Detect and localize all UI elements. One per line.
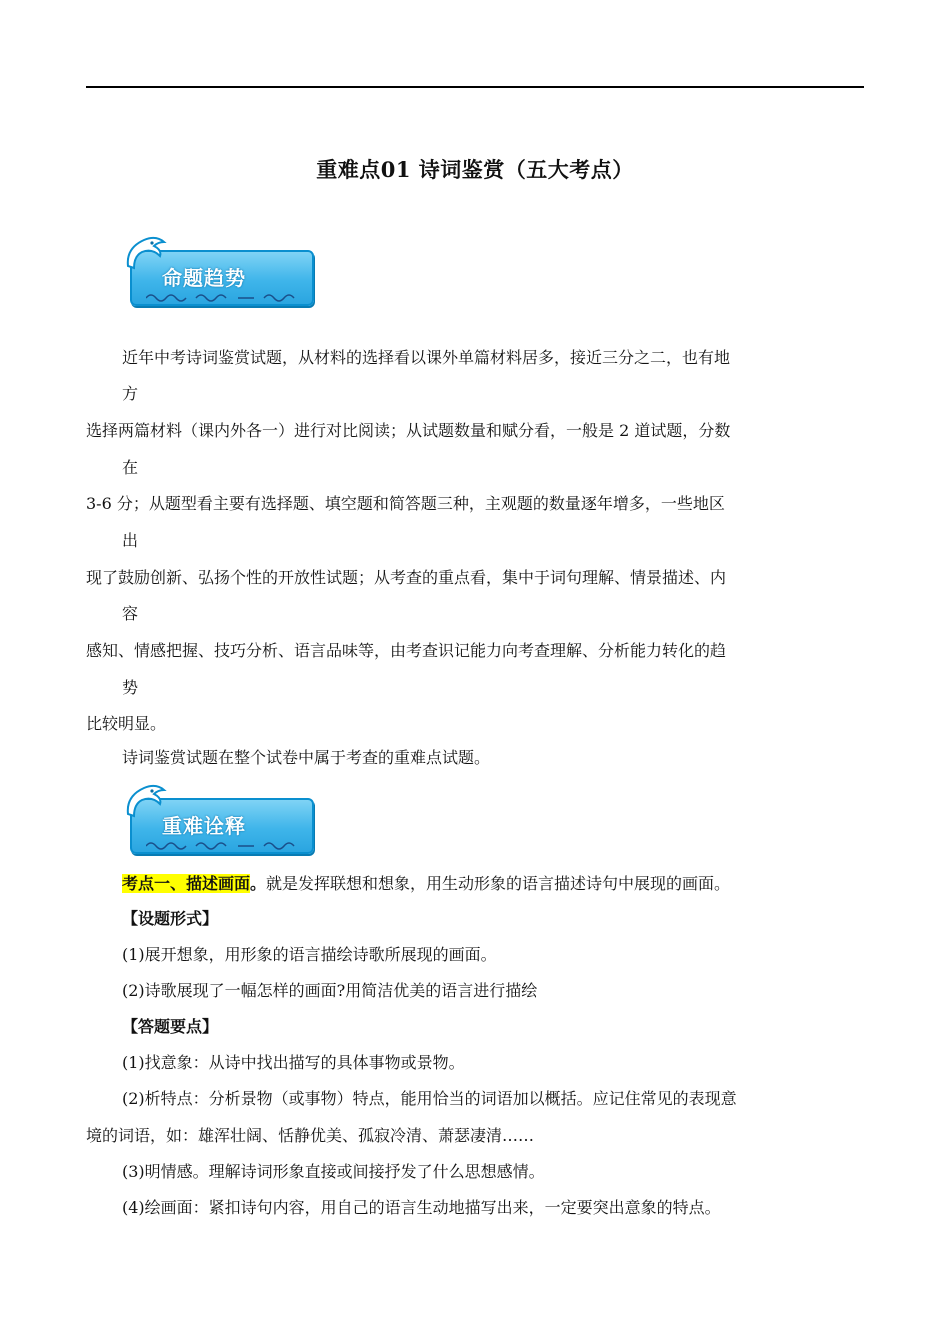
page-title: 重难点01 诗词鉴赏（五大考点） — [316, 157, 634, 182]
paragraph-line: 3-6 分；从题型看主要有选择题、填空题和简答题三种，主观题的数量逐年增多，一些地区 — [86, 494, 725, 513]
paragraph-line: 选择两篇材料（课内外各一）进行对比阅读；从试题数量和赋分看，一般是 2 道试题，分数 — [86, 421, 731, 440]
paragraph-line: 出 — [122, 531, 139, 550]
key-item: 境的词语，如：雄浑壮阔、恬静优美、孤寂冷清、萧瑟凄清…… — [86, 1126, 535, 1145]
paragraph-line: 近年中考诗词鉴赏试题，从材料的选择看以课外单篇材料居多，接近三分之二，也有地 — [122, 348, 731, 367]
form-item: (2)诗歌展现了一幅怎样的画面?用简洁优美的语言进行描绘 — [122, 981, 538, 1000]
point1-heading-mark: 。 — [250, 874, 267, 893]
paragraph-line: 诗词鉴赏试题在整个试卷中属于考查的重难点试题。 — [122, 748, 491, 767]
form-item: (1)展开想象，用形象的语言描绘诗歌所展现的画面。 — [122, 945, 497, 964]
dolphin-icon — [122, 780, 170, 826]
key-item: (4)绘画面：紧扣诗句内容，用自己的语言生动地描写出来，一定要突出意象的特点。 — [122, 1198, 721, 1217]
paragraph-line: 在 — [122, 458, 139, 477]
paragraph-line: 比较明显。 — [86, 714, 167, 733]
dolphin-icon — [122, 232, 170, 278]
paragraph-line: 势 — [122, 678, 139, 697]
paragraph-line: 现了鼓励创新、弘扬个性的开放性试题；从考查的重点看，集中于词句理解、情景描述、内 — [86, 568, 727, 587]
badge-label-explain: 重难诠释 — [162, 814, 246, 838]
key-item: (2)析特点：分析景物（或事物）特点，能用恰当的词语加以概括。应记住常见的表现意 — [122, 1089, 737, 1108]
paragraph-line: 方 — [122, 384, 139, 403]
key-item: (1)找意象：从诗中找出描写的具体事物或景物。 — [122, 1053, 465, 1072]
key-heading: 【答题要点】 — [122, 1017, 219, 1036]
point1-line — [122, 874, 864, 894]
key-item: (3)明情感。理解诗词形象直接或间接抒发了什么思想感情。 — [122, 1162, 545, 1181]
form-heading: 【设题形式】 — [122, 909, 219, 928]
wave-decoration-icon — [146, 292, 306, 304]
badge-label-trend: 命题趋势 — [162, 266, 246, 290]
header-rule — [86, 86, 864, 88]
paragraph-line: 容 — [122, 604, 139, 623]
point1-heading: 考点一、描述画面 — [122, 874, 251, 893]
section-badge-explain — [122, 780, 318, 856]
wave-decoration-icon — [146, 840, 306, 852]
point1-text: 就是发挥联想和想象，用生动形象的语言描述诗句中展现的画面。 — [266, 874, 731, 893]
section-badge-trend — [122, 232, 318, 308]
paragraph-line: 感知、情感把握、技巧分析、语言品味等，由考查识记能力向考查理解、分析能力转化的趋 — [86, 641, 727, 660]
